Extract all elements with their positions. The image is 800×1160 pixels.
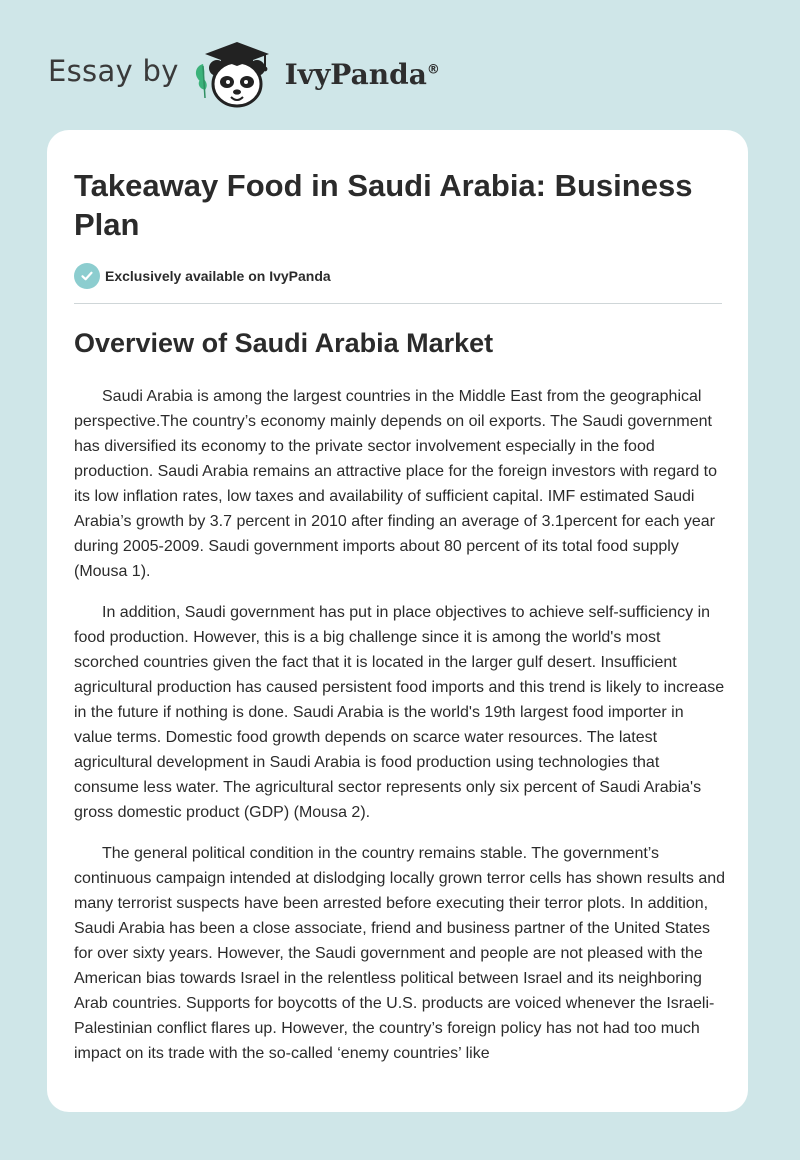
brand-header	[48, 36, 440, 110]
divider	[74, 303, 722, 304]
badge-label: Exclusively available on IvyPanda	[105, 268, 331, 284]
article-card	[47, 130, 748, 1112]
paragraph-3: The general political condition in the country remains stable. The government’s continuous campaign intended at dislodging locally grown terror cells has shown results and many terrorist suspects have been arrested before executing their terror plots. In addition, Saudi Arabia has been a close associate, friend and business partner of the United States for over sixty years. However, the Saudi government and people are not pleased with the American bias towards Israel in the relentless political between Israel and its neighboring Arab countries. Supports for boycotts of the U.S. products are voiced whenever the Israeli-Palestinian conflict flares up. However, the country’s foreign policy has not had too much impact on its trade with the so-called ‘enemy countries’ like	[74, 845, 726, 1062]
section-heading: Overview of Saudi Arabia Market	[74, 328, 494, 358]
brand-name[interactable]: IvyPanda®	[284, 57, 440, 91]
article-body	[74, 384, 726, 1082]
paragraph-1: Saudi Arabia is among the largest countries in the Middle East from the geographical perspective.The country’s economy mainly depends on oil exports. The Saudi government has diversified its economy to the private sector involvement especially in the food production. Saudi Arabia remains an attractive place for the foreign investors with regard to its low inflation rates, low taxes and availability of sufficient capital. IMF estimated Saudi Arabia’s growth by 3.7 percent in 2010 after finding an average of 3.1percent for each year during 2005-2009. Saudi government imports about 80 percent of its total food supply (Mousa 1).	[74, 388, 718, 580]
brand-prefix: Essay by	[48, 54, 179, 88]
checkmark-icon	[74, 263, 100, 289]
page-title: Takeaway Food in Saudi Arabia: Business Plan	[74, 168, 693, 242]
registered-mark: ®	[426, 62, 440, 78]
panda-logo-icon[interactable]	[191, 36, 283, 110]
exclusive-badge	[74, 263, 331, 289]
paragraph-2: In addition, Saudi government has put in place objectives to achieve self-sufficiency in food production. However, this is a big challenge since it is among the world's most scorched countries given the fact that it is located in the larger gulf desert. Insufficient agricultural production has caused persistent food imports and this trend is likely to increase in the future if nothing is done. Saudi Arabia is the world's 19th largest food importer in value terms. Domestic food growth depends on scarce water resources. The latest agricultural development in Saudi Arabia is food production using technologies that consume less water. The agricultural sector represents only six percent of Saudi Arabia's gross domestic product (GDP) (Mousa 2).	[74, 604, 725, 821]
